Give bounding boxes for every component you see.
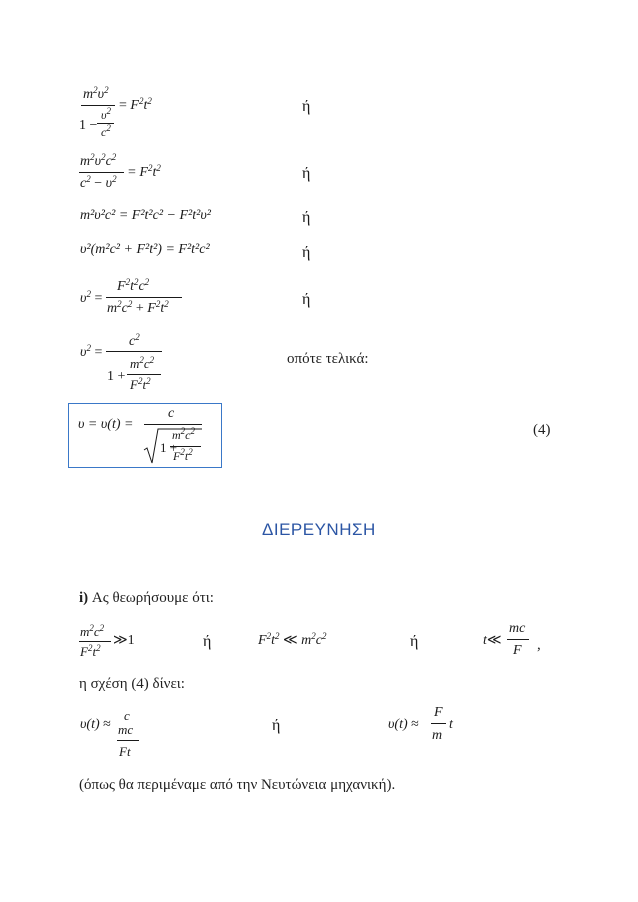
- eq6-lhs: $\upsilon^2$ =: [80, 343, 103, 360]
- result-inner-num: $m^2c^2$: [172, 426, 195, 442]
- cond1-denominator: $F^2t^2$: [80, 643, 101, 659]
- approx1-inner-den: Ft: [119, 744, 131, 759]
- result-lhs: υ = υ(t) =: [78, 417, 134, 432]
- cond2: $F^2t^2$ ≪ $m^2c^2$: [258, 631, 327, 648]
- eq6-one-plus: 1 +: [107, 369, 126, 384]
- conjunction-or-8: ή: [272, 717, 281, 734]
- cond3-numerator: mc: [509, 621, 526, 636]
- closing-text: (όπως θα περιμέναμε από την Νευτώνεια μηχανική).: [79, 777, 396, 793]
- eq5-fraction-bar: [106, 297, 182, 298]
- approx2-fraction-bar: [431, 723, 446, 724]
- cond3-fraction-bar: [507, 639, 529, 640]
- approx2-lhs: υ(t) ≈: [388, 717, 419, 732]
- approx2-denominator: m: [432, 728, 443, 743]
- conjunction-or-1: ή: [302, 98, 311, 115]
- conjunction-or-3: ή: [302, 209, 311, 226]
- eq1-inner-num: $\upsilon^2$: [101, 106, 112, 122]
- cond1-numerator: $m^2c^2$: [80, 623, 105, 639]
- eq6-fraction-bar: [106, 351, 162, 352]
- comma: ,: [537, 637, 541, 653]
- result-fraction-bar: [144, 424, 202, 425]
- approx1-lhs: υ(t) ≈: [80, 717, 111, 732]
- eq2-rhs: = $F^2t^2$: [128, 163, 161, 180]
- eq5-numerator: $F^2t^2c^2$: [117, 277, 150, 294]
- eq5-lhs: $\upsilon^2$ =: [80, 289, 103, 306]
- conjunction-or-5: ή: [302, 291, 311, 308]
- eq6-inner-den: $F^2t^2$: [130, 376, 151, 392]
- section-heading: ΔΙΕΡΕΥΝΗΣΗ: [262, 520, 376, 539]
- eq1-rhs: = $F^2t^2$: [119, 96, 152, 113]
- item-label: i): [79, 590, 89, 606]
- cond3-denominator: F: [513, 643, 522, 658]
- final-text: οπότε τελικά:: [287, 351, 369, 367]
- approx2-numerator: F: [434, 705, 443, 720]
- cond1-rhs: ≫1: [113, 633, 135, 648]
- eq1-inner-den: $c^2$: [101, 123, 111, 139]
- eq6-inner-bar: [127, 374, 161, 375]
- eq6-inner-num: $m^2c^2$: [130, 355, 155, 371]
- conjunction-or-6: ή: [203, 633, 212, 650]
- result-inner-den: $F^2t^2$: [173, 447, 193, 463]
- conjunction-or-4: ή: [302, 244, 311, 261]
- item-line: [79, 591, 214, 606]
- eq4: υ²(m²c² + F²t²) = F²t²c²: [80, 242, 210, 257]
- approx2-t: t: [449, 717, 453, 732]
- eq2-denominator: $c^2 - \upsilon^2$: [80, 174, 117, 191]
- eq5-denominator: $m^2c^2 + F^2t^2$: [107, 299, 169, 316]
- result-inner-bar: [170, 446, 201, 447]
- result-one-plus: 1 +: [160, 440, 178, 455]
- eq3: m²υ²c² = F²t²c² − F²t²υ²: [80, 208, 211, 223]
- eq2-fraction-bar: [79, 172, 124, 173]
- cond1-fraction-bar: [79, 641, 111, 642]
- relation-text: η σχέση (4) δίνει:: [79, 676, 185, 692]
- eq1-one-minus: 1 −: [79, 118, 98, 133]
- eq6-numerator: $c^2$: [129, 332, 140, 349]
- approx1-mid-numerator: mc: [118, 722, 134, 737]
- cond3-lhs: t≪: [483, 633, 502, 648]
- conjunction-or-2: ή: [302, 165, 311, 182]
- item-text: Ας θεωρήσουμε ότι:: [91, 590, 214, 606]
- eq2-numerator: $m^2\upsilon^2c^2$: [80, 152, 117, 169]
- equation-number: (4): [533, 422, 551, 438]
- approx1-inner-bar: [117, 740, 139, 741]
- eq1-numerator: $m^2\upsilon^2$: [83, 85, 109, 102]
- conjunction-or-7: ή: [410, 633, 419, 650]
- approx1-numerator: c: [124, 708, 130, 723]
- result-numerator: c: [168, 406, 175, 421]
